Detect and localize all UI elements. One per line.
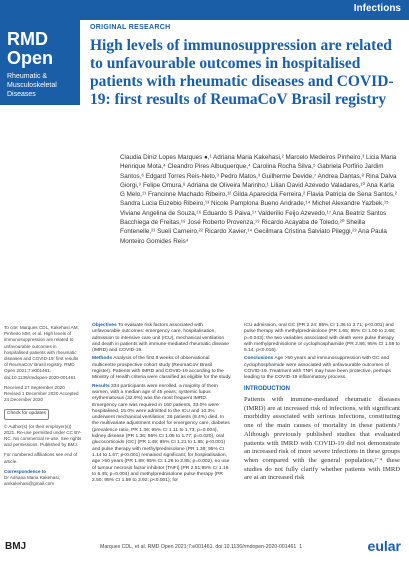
- results-label: Results: [92, 383, 110, 389]
- page-number: 1: [299, 544, 303, 550]
- journal-name-line2: Open: [7, 48, 54, 68]
- footer-citation: Marques CDL, et al. RMD Open 2021;7:e001461. doi:10.1136/rmdopen-2020-001461 1: [100, 544, 303, 550]
- check-updates-button[interactable]: Check for updates: [4, 409, 49, 419]
- category-label: Infections: [353, 3, 401, 14]
- eular-logo: eular: [367, 538, 401, 554]
- citation-text: To cite: Marques CDL, Kakehasi AM, Pinheiro MM, et al. High levels of immunosuppression are related to unfavourable outcomes in hospitalised patients with rheumatic diseases and COVID-19: first results of ReumaCoV Brasil registry. RMD Open 2021;7:e001461. doi:10.1136/rmdopen-2020-001461: [4, 325, 79, 380]
- author-list: Claudia Diniz Lopes Marques ●,¹ Adriana Maria Kakehasi,² Marcelo Medeiros Pinheiro,³ Licia Maria Henrique Mota,⁴ Cleandro Pires Albuquerque,⁴ Carolina Rocha Silva,⁵ Gabriela Porfirio Jardim Santos,⁶ Edgard Torres Reis-Neto,³ Pedro Matos,³ Guilherme Devide,⁷ Andrea Dantas,⁸ Rina Dalva Giorgi,⁹ Felipe Omura,⁸ Adriana de Oliveira Marinho,¹ Lilian David Azevedo Valadares,¹⁰ Ana Karla G Melo,¹¹ Francinne Machado Ribeiro,¹² Gilda Aparecida Ferreira,² Flavia Patricia de Sena Santos,² Sandra Lucia Euzebio Ribeiro,¹³ Nicole Pamplona Bueno Andrade,¹⁴ Michel Alexandre Yazbek,¹⁵ Viviane Angelina de Souza,¹⁶ Eduardo S Paiva,¹⁷ Valderilio Feijo Azevedo,¹⁷ Ana Beatriz Santos Bacchiega de Freitas,¹⁸ José Roberto Provenza,¹⁹ Ricardo Acayaba de Toledo,²⁰ Sheilla Fontenelle,²¹ Sueli Carneiro,²² Ricardo Xavier,¹⁴ Gecilmara Cristina Salviato Pileggi,²³ Ana Paula Monteiro Gomides Reis⁴: [120, 154, 397, 245]
- affiliation-note: For numbered affiliations see end of article.: [4, 452, 78, 464]
- results-continued: ICU admission, oral GC (PR 2.24; 95% CI 1.36 to 3.71; p<0.001) and pulse therapy with methylprednisolone (PR 1.65; 95% CI 1.00 to 2.68; p=0.043); the two variables associated with death were pulse therapy with methylprednisolone or cyclophosphamide (PR 2.86; 95% CI 1.59 to 5.14; p<0.016).: [244, 323, 400, 354]
- correspondence-heading: Correspondence to: [4, 468, 47, 474]
- introduction-heading: INTRODUCTION: [244, 386, 290, 392]
- methods-text: Analysis of the first 8 weeks of observational multicentre prospective cohort study (ReumaCoV Brasil register). Patients with IMRD and COVID-19 according to the Ministry of Health criteria were classified as eligible for the study.: [92, 356, 232, 381]
- results-text: 334 participants were enrolled, a majority of them women, with a median age of 45 years; systemic lupus erythematosus (32.9%) was the most frequent IMRD. Emergency care was required in 160 patients, 33.0% were hospitalised, 15.0% were admitted to the ICU and 10.3% underwent mechanical ventilation; 26 patients (8.4%) died. In the multivariate adjustment model for emergency care, diabetes (prevalence ratio, PR 1.36; 95% CI 1.11 to 1.73; p=0.004), kidney disease (PR 1.36; 95% CI 1.05 to 1.77; p=0.020), oral glucocorticoids (GC) (PR 1.49; 95% CI 1.21 to 1.85; p<0.001) and pulse therapy with methylprednisolone (PR 1.38; 95% CI 1.14 to 1.67; p<0.001) remained significant; for hospitalisation, age >50 years (PR 1.89; 95% CI 1.26 to 2.85; p=0.002), no use of tumour necrosis factor inhibitor (TNFi) (PR 2.51;95% CI 1.16 to 5.45; p=0.004) and methylprednisolone pulse therapy (PR 2.50; 95% CI 1.59 to 3.92; p<0.001); for: [92, 383, 230, 484]
- conclusions-label: Conclusions: [244, 356, 274, 362]
- history-dates: Received 27 September 2020 Revised 1 December 2020 Accepted 24 December 2020: [4, 384, 79, 403]
- top-bar: [0, 0, 409, 20]
- abstract-column-1: [92, 323, 232, 486]
- journal-badge: [0, 20, 80, 105]
- methods-label: Methods: [92, 356, 113, 362]
- article-title: High levels of immunosuppression are related to unfavourable outcomes in hospitalised patients with rheumatic diseases and COVID-19: first results of ReumaCoV Brasil registry: [90, 37, 394, 108]
- bmj-logo: BMJ: [5, 541, 27, 552]
- journal-subtitle: Rheumatic & Musculoskeletal Diseases: [7, 73, 57, 98]
- copyright-text: © Author(s) (or their employer(s)) 2021. Re-use permitted under CC BY-NC. No commercial re-use. See rights and permissions. Published by BMJ.: [4, 423, 82, 448]
- journal-name-line1: RMD: [7, 29, 48, 49]
- conclusions-text: Age >50 years and immunosuppression with GC and cyclophosphamide were associated with unfavourable outcomes of COVID-19. Treatment with TNFi may have been protective, perhaps leading to the COVID-19 inflammatory process.: [244, 356, 391, 381]
- page-footer: [0, 535, 409, 562]
- left-column: [4, 325, 82, 491]
- article-kicker: ORIGINAL RESEARCH: [90, 24, 171, 31]
- abstract-column-2: [244, 323, 400, 384]
- introduction-text: Patients with immune-mediated rheumatic diseases (IMRD) are at increased risk of infections, with significant morbidity associated with serious infections, constituting one of the main causes of mortality in these patients.¹ Although previously published studies that evaluated patients with IMRD with COVID-19 did not demonstrate an increased risk of more severe infections in these groups when compared with the general population,²⁻⁴ these studies do not fully clarify whether patients with IMRD are at an increased risk: [244, 396, 400, 482]
- objectives-text: To evaluate risk factors associated with unfavourable outcomes: emergency care, hospitalisation, admission to intensive care unit (ICU), mechanical ventilation and death in patients with immune-mediated rheumatic disease (IMRD) and COVID-19.: [92, 323, 230, 354]
- objectives-label: Objectives: [92, 323, 117, 328]
- article-header: [90, 22, 402, 109]
- correspondence-text: Dr Adriana Maria Kakehasi; amkakehasi@gmail.com: [4, 475, 60, 487]
